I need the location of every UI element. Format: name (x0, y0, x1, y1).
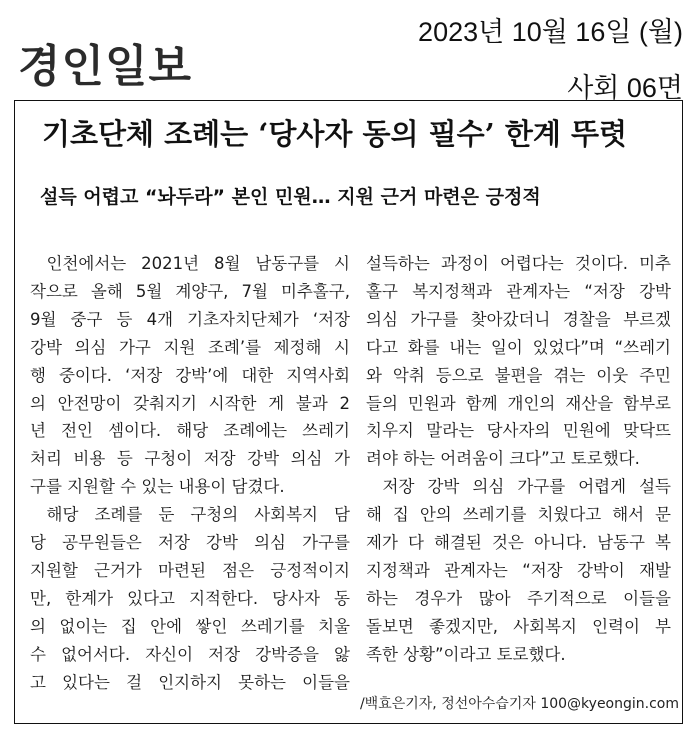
text-line: 와 악취 등으로 불편을 겪는 이웃 주민 (366, 365, 671, 385)
text-line: 의심 가구를 찾아갔더니 경찰을 부르겠 (366, 309, 671, 329)
text-line: 지원할 근거가 마련된 점은 긍정적이지 (30, 560, 350, 580)
text-line: 년 전인 셈이다. 해당 조례에는 쓰레기 (30, 421, 350, 441)
text-line: 지정책과 관계자는 “저장 강박이 재발 (366, 560, 671, 580)
text-line: 해당 조례를 둔 구청의 사회복지 담 (46, 505, 350, 525)
text-line: 족한 상황”이라고 토로했다. (366, 644, 566, 664)
text-line: 의 없이는 집 안에 쌓인 쓰레기를 치울 (30, 616, 350, 636)
text-line: 구를 지원할 수 있는 내용이 담겼다. (30, 477, 285, 497)
masthead (0, 0, 697, 105)
article-column-right (366, 250, 671, 669)
article-subheadline: 설득 어렵고 “놔두라” 본인 민원… 지원 근거 마련은 긍정적 (40, 186, 541, 208)
text-line: 치우지 말라는 당사자의 민원에 맞닥뜨 (366, 421, 671, 441)
text-line: 처리 비용 등 구청이 저장 강박 의심 가 (30, 449, 350, 469)
text-line: 해 집 안의 쓰레기를 치웠다고 해서 문 (366, 505, 671, 525)
text-line: 홀구 복지정책과 관계자는 “저장 강박 (366, 281, 671, 301)
text-line: 다고 화를 내는 일이 있었다”며 “쓰레기 (366, 337, 671, 357)
text-line: 강박 의심 가구 지원 조례’를 제정해 시 (30, 337, 350, 357)
text-line: 의 안전망이 갖춰지기 시작한 게 불과 2 (30, 393, 350, 413)
text-line: 하는 경우가 많아 주기적으로 이들을 (366, 588, 671, 608)
text-line: 수 없어서다. 자신이 저장 강박증을 앓 (30, 644, 350, 664)
text-line: 고 있다는 걸 인지하지 못하는 이들을 (30, 672, 350, 692)
text-line: 행 중이다. ‘저장 강박’에 대한 지역사회 (30, 365, 350, 385)
text-line: 9월 중구 등 4개 기초자치단체가 ‘저장 (30, 309, 350, 329)
article-headline: 기초단체 조례는 ‘당사자 동의 필수’ 한계 뚜렷 (42, 117, 628, 151)
section-page: 사회 06면 (567, 73, 683, 103)
text-line: 인천에서는 2021년 8월 남동구를 시 (46, 254, 350, 273)
article-column-left (30, 250, 350, 697)
text-line: 제가 다 해결된 것은 아니다. 남동구 복 (366, 533, 671, 553)
text-line: 만, 한계가 있다고 지적한다. 당사자 동 (30, 588, 350, 608)
text-line: 돌보면 좋겠지만, 사회복지 인력이 부 (366, 616, 671, 636)
text-line: 들의 민원과 함께 개인의 재산을 함부로 (366, 393, 671, 413)
text-line: 려야 하는 어려움이 크다”고 토로했다. (366, 449, 640, 469)
publication-date: 2023년 10월 16일 (월) (418, 17, 683, 47)
text-line: 저장 강박 의심 가구를 어렵게 설득 (382, 477, 671, 497)
newspaper-logo: 경인일보 (18, 41, 193, 92)
text-line: 설득하는 과정이 어렵다는 것이다. 미추 (366, 254, 671, 273)
article-byline: /백효은기자, 정선아수습기자 100@kyeongin.com (359, 696, 679, 712)
text-line: 작으로 올해 5월 계양구, 7월 미추홀구, (30, 281, 350, 301)
text-line: 당 공무원들은 저장 강박 의심 가구를 (30, 533, 350, 553)
